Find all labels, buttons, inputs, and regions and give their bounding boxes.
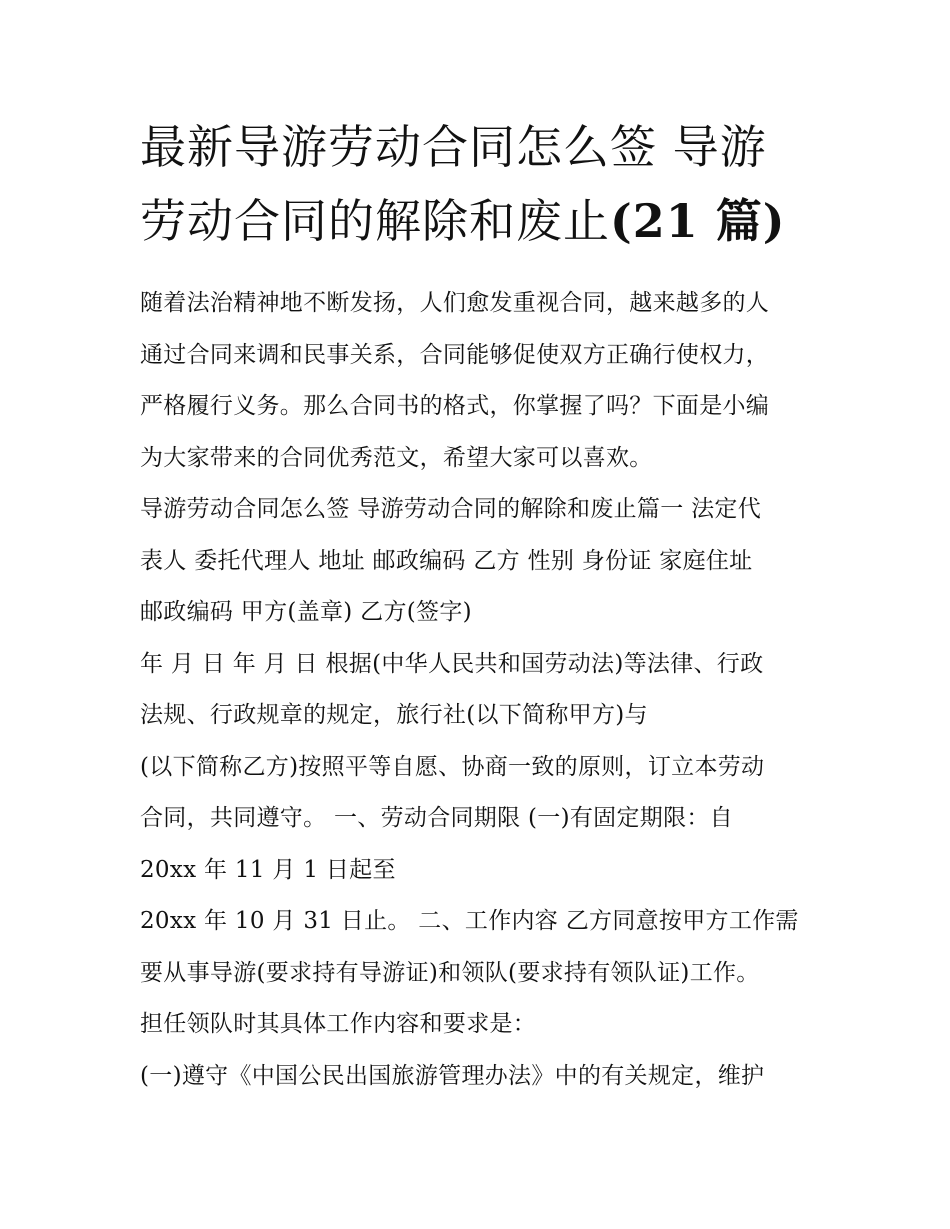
body-line: 担任领队时其具体工作内容和要求是： xyxy=(140,1011,537,1037)
body-line: 邮政编码 甲方(盖章) 乙方(签字) xyxy=(140,599,472,625)
body-line: 20xx 年 11 月 1 日起至 xyxy=(140,856,396,883)
body-line: 为大家带来的合同优秀范文，希望大家可以喜欢。 xyxy=(140,444,653,471)
body-line: 随着法治精神地不断发扬，人们愈发重视合同，越来越多的人 xyxy=(140,290,770,316)
title-line-1: 最新导游劳动合同怎么签 导游 xyxy=(140,120,767,174)
body-line: 20xx 年 10 月 31 日止。 二、工作内容 乙方同意按甲方工作需 xyxy=(140,908,799,934)
body-line: 表人 委托代理人 地址 邮政编码 乙方 性别 身份证 家庭住址 xyxy=(140,547,753,574)
body-line: 严格履行义务。那么合同书的格式，你掌握了吗？下面是小编 xyxy=(140,393,770,419)
body-line: (一)遵守《中国公民出国旅游管理办法》中的有关规定，维护 xyxy=(140,1062,765,1089)
body-line: 法规、行政规章的规定，旅行社(以下简称甲方)与 xyxy=(140,702,648,728)
document-body xyxy=(140,278,820,1102)
title-line-2: 劳动合同的解除和废止 xyxy=(140,194,610,248)
body-line: 通过合同来调和民事关系，合同能够促使双方正确行使权力， xyxy=(140,341,770,368)
body-line: 年 月 日 年 月 日 根据(中华人民共和国劳动法)等法律、行政 xyxy=(140,650,764,677)
body-line: 导游劳动合同怎么签 导游劳动合同的解除和废止篇一 法定代 xyxy=(140,496,762,522)
body-line: (以下简称乙方)按照平等自愿、协商一致的原则，订立本劳动 xyxy=(140,753,765,780)
body-line: 要从事导游(要求持有导游证)和领队(要求持有领队证)工作。 xyxy=(140,959,760,986)
document-title xyxy=(140,110,840,258)
body-line: 合同，共同遵守。 一、劳动合同期限 (一)有固定期限：自 xyxy=(140,805,733,831)
title-suffix: (21 篇) xyxy=(610,194,786,248)
